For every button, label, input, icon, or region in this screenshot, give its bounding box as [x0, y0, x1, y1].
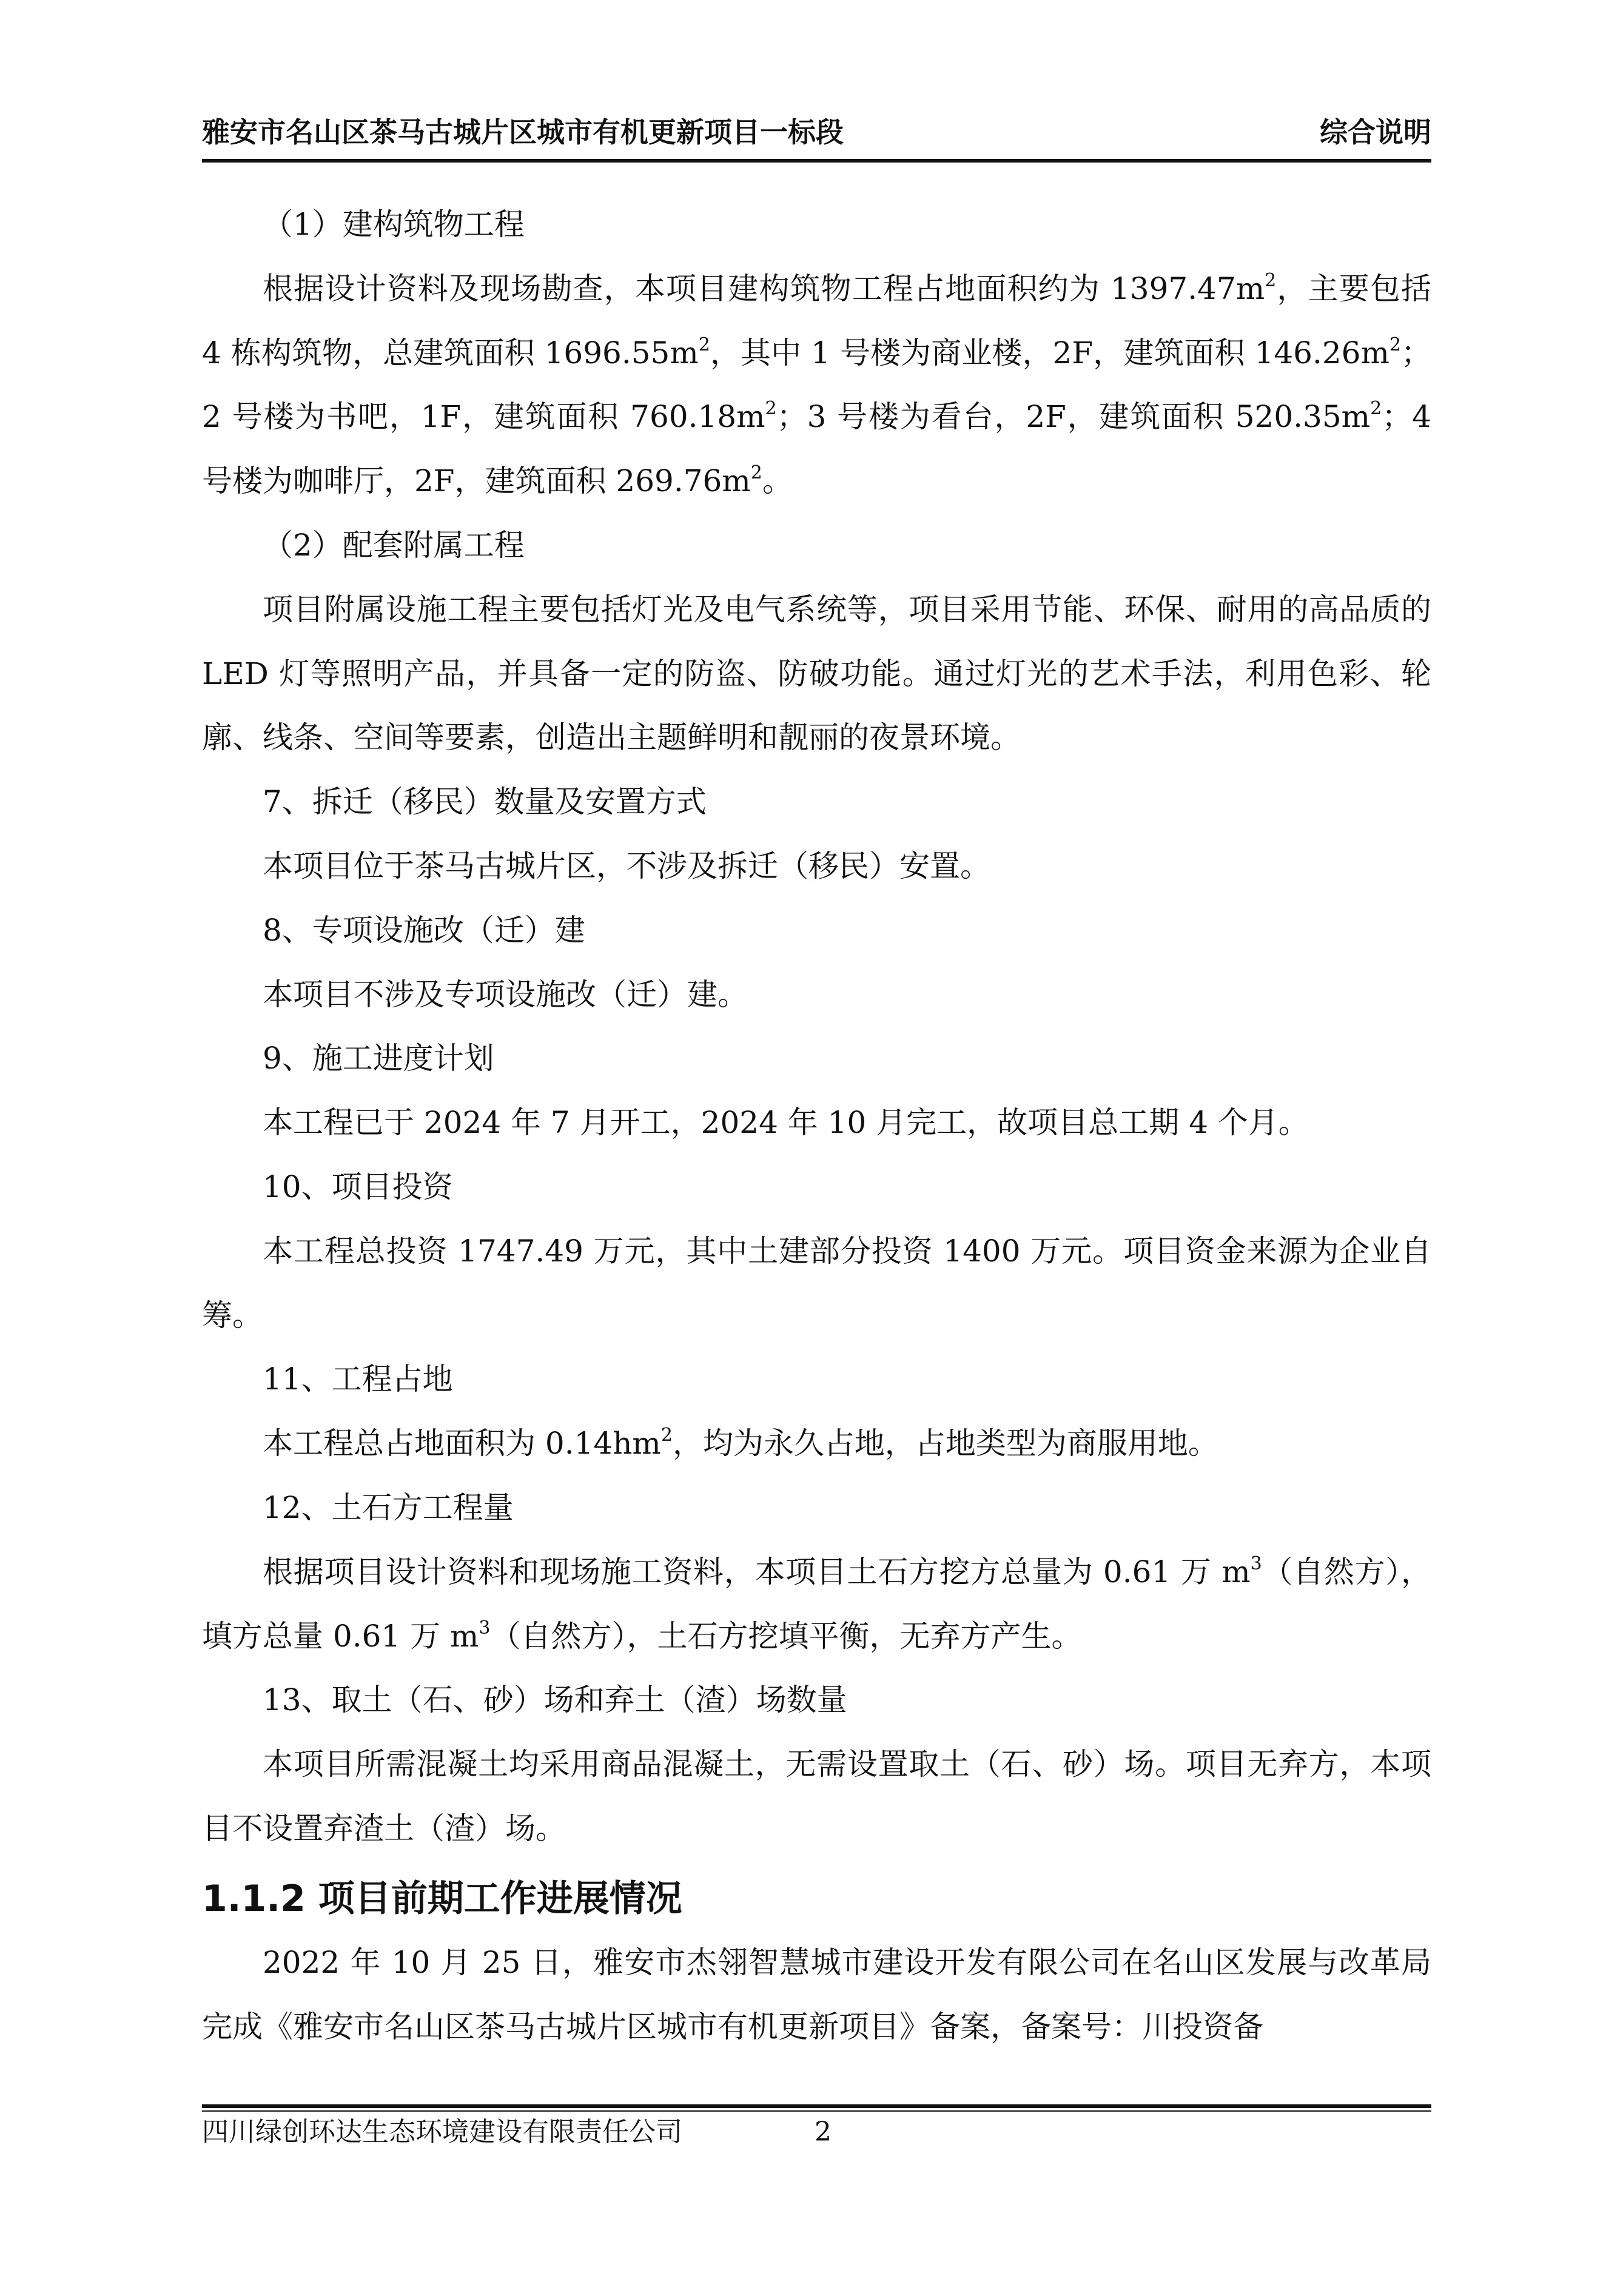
- section-title-investment: 10、项目投资: [263, 1169, 453, 1204]
- page-header: [202, 114, 1431, 150]
- section-title-special-facilities: 8、专项设施改（迁）建: [263, 912, 585, 948]
- subsection-title-auxiliary: （2）配套附属工程: [263, 527, 525, 563]
- paragraph-earthwork: 根据项目设计资料和现场施工资料，本项目土石方挖方总量为 0.61 万 $m^3$（自然方），填方总量 0.61 万 $m^3$（自然方），土石方挖填平衡，无弃方产生。: [202, 1552, 1431, 1654]
- paragraph-land-use: 本工程总占地面积为 $0.14hm^2$，均为永久占地，占地类型为商服用地。: [263, 1425, 1218, 1462]
- section-title-schedule: 9、施工进度计划: [263, 1041, 494, 1076]
- footer-rule-thick: [202, 2104, 1431, 2108]
- section-title-land-use: 11、工程占地: [263, 1361, 453, 1397]
- footer-company: 四川绿创环达生态环境建设有限责任公司: [202, 2116, 682, 2147]
- page-footer: [202, 2114, 1431, 2150]
- document-title: 雅安市名山区茶马古城片区城市有机更新项目一标段: [202, 116, 844, 149]
- section-title-relocation: 7、拆迁（移民）数量及安置方式: [263, 784, 707, 820]
- heading-1-1-2: 1.1.2 项目前期工作进展情况: [202, 1877, 682, 1920]
- paragraph-structures: 根据设计资料及现场勘查，本项目建构筑物工程占地面积约为 $1397.47m^2$，主要包括 4 栋构筑物，总建筑面积 $1696.55m^2$，其中 1 号楼为商业楼，2F，建筑面积 $146.26m^2$；2 号楼为书吧，1F，建筑面积 $760.18m^2$；3 号楼为看台，2F，建筑面积 $520.35m^2$；4 号楼为咖啡厅，2F，建筑面积 $269.76m^2$。: [202, 269, 1431, 499]
- paragraph-preliminary-work: 2022 年 10 月 25 日，雅安市杰翎智慧城市建设开发有限公司在名山区发展与改革局完成《雅安市名山区茶马古城片区城市有机更新项目》备案，备案号：川投资备: [202, 1944, 1431, 2044]
- paragraph-investment: 本工程总投资 1747.49 万元，其中土建部分投资 1400 万元。项目资金来源为企业自筹。: [202, 1233, 1431, 1333]
- paragraph-schedule: 本工程已于 2024 年 7 月开工，2024 年 10 月完工，故项目总工期 4 个月。: [263, 1105, 1309, 1141]
- header-rule: [202, 159, 1431, 163]
- page-number: 2: [815, 2116, 832, 2147]
- section-title-borrow-spoil: 13、取土（石、砂）场和弃土（渣）场数量: [263, 1682, 847, 1718]
- subsection-title-structures: （1）建构筑物工程: [263, 207, 525, 242]
- paragraph-auxiliary: 项目附属设施工程主要包括灯光及电气系统等，项目采用节能、环保、耐用的高品质的 LED 灯等照明产品，并具备一定的防盗、防破功能。通过灯光的艺术手法，利用色彩、轮廓、线条、空间等要素，创造出主题鲜明和靓丽的夜景环境。: [202, 591, 1431, 756]
- paragraph-relocation: 本项目位于茶马古城片区，不涉及拆迁（移民）安置。: [263, 848, 990, 884]
- paragraph-borrow-spoil: 本项目所需混凝土均采用商品混凝土，无需设置取土（石、砂）场。项目无弃方，本项目不设置弃渣土（渣）场。: [202, 1747, 1431, 1846]
- document-body: [202, 193, 1431, 2059]
- footer-rule-thin: [202, 2110, 1431, 2112]
- section-label: 综合说明: [1320, 116, 1431, 149]
- paragraph-special-facilities: 本项目不涉及专项设施改（迁）建。: [263, 976, 748, 1012]
- section-title-earthwork: 12、土石方工程量: [263, 1489, 514, 1525]
